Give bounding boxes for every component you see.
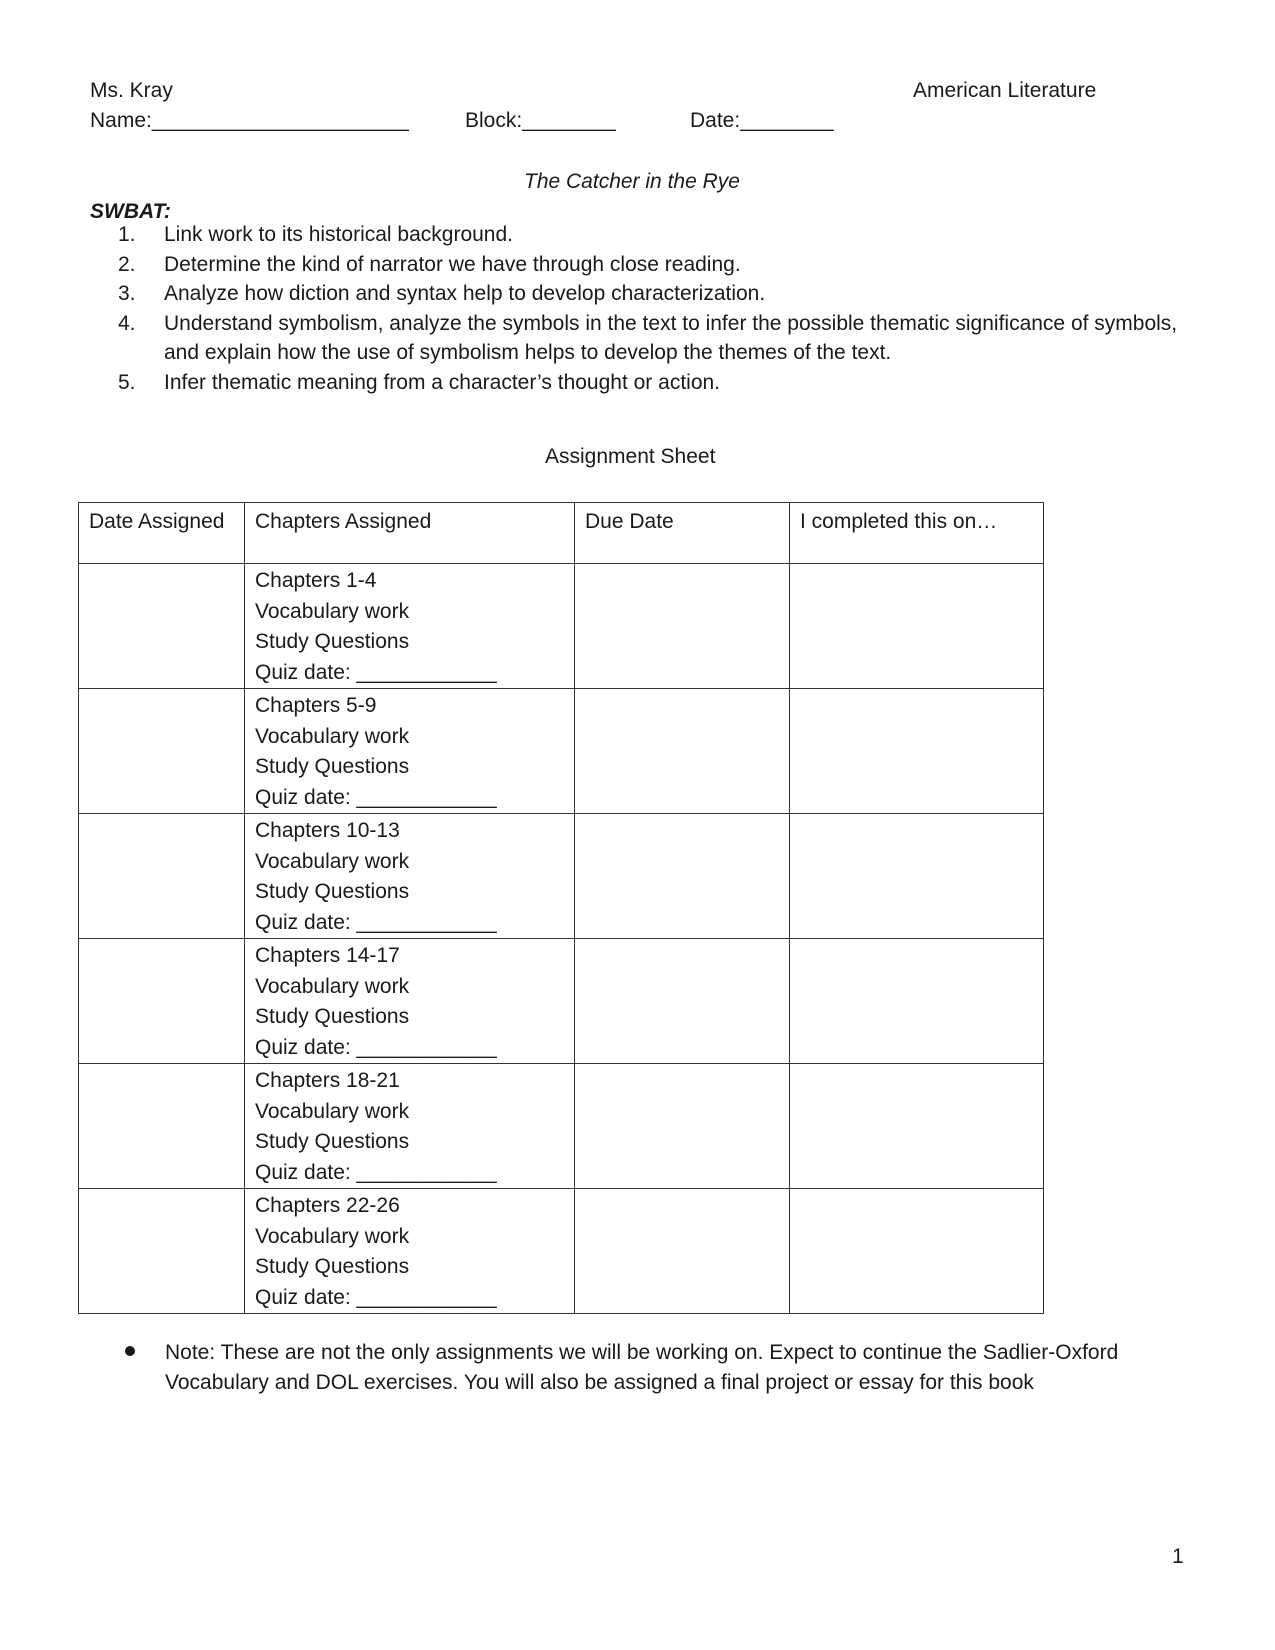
header-chapters-assigned: Chapters Assigned xyxy=(245,503,575,564)
table-row xyxy=(79,939,1044,1064)
objective-number: 1. xyxy=(118,223,136,246)
date-assigned-cell[interactable] xyxy=(79,814,245,939)
objective-item xyxy=(118,279,1178,309)
date-assigned-cell[interactable] xyxy=(79,939,245,1064)
chapters-cell xyxy=(245,939,575,1064)
date-assigned-cell[interactable] xyxy=(79,1064,245,1189)
vocab-label: Vocabulary work xyxy=(255,849,410,873)
quiz-date-label: Quiz date: ____________ xyxy=(255,660,497,684)
vocab-label: Vocabulary work xyxy=(255,1099,410,1123)
chapters-cell xyxy=(245,814,575,939)
objective-text: Analyze how diction and syntax help to develop characterization. xyxy=(164,282,766,305)
completed-on-cell[interactable] xyxy=(790,814,1044,939)
table-row xyxy=(79,814,1044,939)
quiz-date-label: Quiz date: ____________ xyxy=(255,1285,497,1309)
sheet-title: Assignment Sheet xyxy=(545,445,716,468)
chapters-cell xyxy=(245,1064,575,1189)
quiz-date-label: Quiz date: ____________ xyxy=(255,1160,497,1184)
objective-text: Link work to its historical background. xyxy=(164,223,513,246)
date-assigned-cell[interactable] xyxy=(79,689,245,814)
objective-text: Understand symbolism, analyze the symbols in the text to infer the possible thematic significance of symbols, and explain how the use of symbolism helps to develop the themes of the text. xyxy=(164,311,1178,364)
date-field: Date:________ xyxy=(690,109,834,132)
due-date-cell[interactable] xyxy=(575,1064,790,1189)
objective-number: 4. xyxy=(118,311,136,335)
bullet-icon xyxy=(125,1346,135,1356)
date-assigned-cell[interactable] xyxy=(79,564,245,689)
study-label: Study Questions xyxy=(255,630,410,653)
table-row xyxy=(79,564,1044,689)
chapters-label: Chapters 10-13 xyxy=(255,819,400,842)
objective-item xyxy=(118,250,1178,280)
objective-text: Infer thematic meaning from a character’s thought or action. xyxy=(164,370,721,394)
vocab-label: Vocabulary work xyxy=(255,974,410,998)
objectives-list xyxy=(118,220,1178,397)
chapters-label: Chapters 18-21 xyxy=(255,1069,400,1092)
header-completed-on: I completed this on… xyxy=(790,503,1044,564)
date-assigned-cell[interactable] xyxy=(79,1189,245,1314)
swbat-heading: SWBAT: xyxy=(90,200,171,223)
quiz-date-label: Quiz date: ____________ xyxy=(255,910,497,934)
study-label: Study Questions xyxy=(255,755,410,778)
chapters-cell xyxy=(245,1189,575,1314)
objective-item xyxy=(118,220,1178,250)
chapters-label: Chapters 1-4 xyxy=(255,569,377,592)
quiz-date-label: Quiz date: ____________ xyxy=(255,1035,497,1059)
vocab-label: Vocabulary work xyxy=(255,1224,410,1248)
completed-on-cell[interactable] xyxy=(790,939,1044,1064)
due-date-cell[interactable] xyxy=(575,689,790,814)
assignment-table xyxy=(78,502,1044,1314)
block-field: Block:________ xyxy=(465,109,616,132)
note-text: Note: These are not the only assignments we will be working on. Expect to continue the Sadlier-Oxford Vocabulary and DOL exercises. You will also be assigned a final project or essay for this book xyxy=(165,1341,1119,1394)
completed-on-cell[interactable] xyxy=(790,1064,1044,1189)
chapters-cell xyxy=(245,564,575,689)
quiz-date-label: Quiz date: ____________ xyxy=(255,785,497,809)
vocab-label: Vocabulary work xyxy=(255,599,410,623)
chapters-cell xyxy=(245,689,575,814)
study-label: Study Questions xyxy=(255,1005,410,1028)
name-field: Name:______________________ xyxy=(90,109,409,132)
teacher-name: Ms. Kray xyxy=(90,79,173,102)
due-date-cell[interactable] xyxy=(575,1189,790,1314)
study-label: Study Questions xyxy=(255,1255,410,1278)
table-header-row xyxy=(79,503,1044,564)
completed-on-cell[interactable] xyxy=(790,689,1044,814)
book-title: The Catcher in the Rye xyxy=(524,170,740,193)
due-date-cell[interactable] xyxy=(575,939,790,1064)
vocab-label: Vocabulary work xyxy=(255,724,410,748)
study-label: Study Questions xyxy=(255,1130,410,1153)
chapters-label: Chapters 14-17 xyxy=(255,944,400,967)
table-row xyxy=(79,689,1044,814)
header-date-assigned: Date Assigned xyxy=(79,503,245,564)
chapters-label: Chapters 22-26 xyxy=(255,1194,400,1217)
header-due-date: Due Date xyxy=(575,503,790,564)
completed-on-cell[interactable] xyxy=(790,1189,1044,1314)
table-row xyxy=(79,1189,1044,1314)
completed-on-cell[interactable] xyxy=(790,564,1044,689)
page-number: 1 xyxy=(1172,1545,1184,1568)
objective-number: 5. xyxy=(118,370,136,394)
objective-text: Determine the kind of narrator we have through close reading. xyxy=(164,252,741,276)
objective-item xyxy=(118,309,1178,368)
objective-number: 3. xyxy=(118,282,136,305)
chapters-label: Chapters 5-9 xyxy=(255,694,377,717)
table-row xyxy=(79,1064,1044,1189)
due-date-cell[interactable] xyxy=(575,814,790,939)
objective-number: 2. xyxy=(118,252,136,276)
objective-item xyxy=(118,368,1178,398)
due-date-cell[interactable] xyxy=(575,564,790,689)
course-name: American Literature xyxy=(913,79,1097,102)
study-label: Study Questions xyxy=(255,880,410,903)
